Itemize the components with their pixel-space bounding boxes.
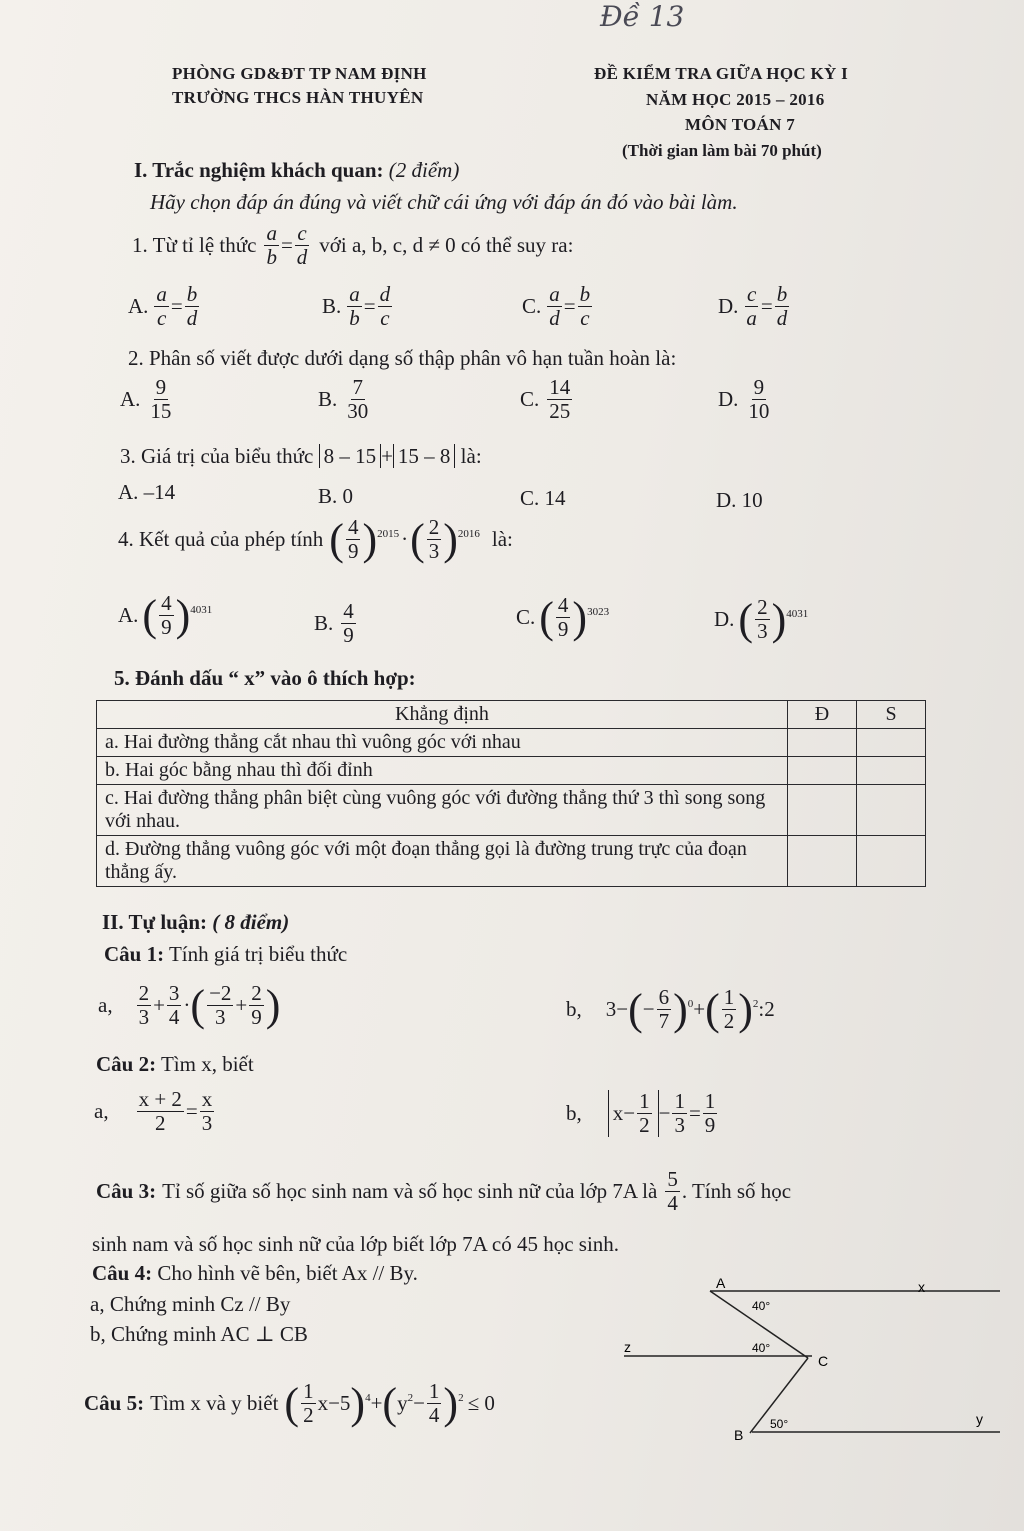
option-letter: D. <box>714 607 735 632</box>
cau1-b: b, 3− ( − $\frac{6}{7}$ ) 0 + ( $\frac{1}{2}$ ) 2 :2 <box>566 984 775 1034</box>
q3-option-b: B. 0 <box>318 484 354 508</box>
false-cell[interactable] <box>857 729 926 757</box>
handwritten-note: Đề 13 <box>600 0 685 33</box>
cau4-b: b, Chứng minh AC ⊥ CB <box>90 1322 308 1346</box>
fraction: $\frac{b}{d}$ <box>186 282 198 331</box>
fraction: $\frac{14}{25}$ <box>549 375 571 424</box>
q1-option-c: C. $\frac{a}{d}$ = $\frac{b}{c}$ <box>522 282 591 331</box>
cau5-text: Tìm x và y biết <box>150 1391 279 1416</box>
cau4-heading <box>92 1261 418 1286</box>
q1-option-b: B. $\frac{a}{b}$ = $\frac{d}{c}$ <box>322 282 391 331</box>
fraction: $\frac{c}{a}$ <box>746 282 757 331</box>
item-label: a, <box>98 993 113 1018</box>
option-letter: C. <box>520 387 540 412</box>
option-letter: A. <box>128 294 149 319</box>
cau4-label: Câu 4: <box>92 1261 153 1285</box>
table-header-row <box>97 701 926 729</box>
cau1-a: a, $\frac{2}{3}$ + $\frac{3}{4}$ · ( $\frac{-2}{3}$ + $\frac{2}{9}$ ) <box>98 980 281 1030</box>
fraction: $\frac{4}{9}$ <box>557 593 569 642</box>
option-letter: B. <box>322 294 342 319</box>
col-false: S <box>857 701 926 729</box>
q4-option-c: C. ( $\frac{4}{9}$ ) 3023 <box>516 592 610 642</box>
statement-c: c. Hai đường thẳng phân biệt cùng vuông góc với đường thẳng thứ 3 thì song song với nhau. <box>97 785 788 836</box>
fraction: $\frac{4}{9}$ <box>161 591 172 640</box>
table-row <box>97 785 926 836</box>
cau3-text-cont: . Tính số học <box>681 1179 792 1204</box>
q4: 4. Kết quả của phép tính ( $\frac{4}{9}$ ) 2015 · ( $\frac{2}{3}$ ) 2016 là: <box>118 514 513 564</box>
geometry-figure <box>612 1270 1012 1450</box>
part1-instruction: Hãy chọn đáp án đúng và viết chữ cái ứng với đáp án đó vào bài làm. <box>150 190 738 214</box>
fraction: $\frac{1}{2}$ <box>639 1089 650 1138</box>
option-letter: D. <box>718 387 739 412</box>
fraction: $\frac{9}{10}$ <box>748 375 770 424</box>
table-row <box>97 729 926 757</box>
angle-b: 50° <box>770 1417 789 1431</box>
q4-prefix: 4. Kết quả của phép tính <box>118 527 324 552</box>
option-letter: D. <box>718 294 739 319</box>
cau3-text: Tỉ số giữa số học sinh nam và số học sinh nữ của lớp 7A là <box>162 1179 658 1204</box>
col-true: Đ <box>788 701 857 729</box>
q1: 1. Từ tỉ lệ thức $\frac{a}{b}$ = $\frac{c}{d}$ với a, b, c, d ≠ 0 có thể suy ra: <box>132 221 574 270</box>
q3: 3. Giá trị của biểu thức 8 – 15 + 15 – 8 là: <box>120 444 482 468</box>
fraction: $\frac{5}{4}$ <box>667 1167 678 1216</box>
q2-text: 2. Phân số viết được dưới dạng số thập phân vô hạn tuần hoàn là: <box>128 346 677 370</box>
label-a: A <box>716 1275 726 1291</box>
fraction: $\frac{a}{b}$ <box>349 282 360 331</box>
q2-option-d <box>718 376 773 423</box>
q4-option-a: A. ( $\frac{4}{9}$ ) 4031 <box>118 590 213 640</box>
option-letter: A. <box>120 387 141 412</box>
statement-b: b. Hai góc bằng nhau thì đối đỉnh <box>97 757 788 785</box>
true-cell[interactable] <box>788 785 857 836</box>
fraction: $\frac{b}{d}$ <box>776 282 788 331</box>
q3-option-a: A. –14 <box>118 480 176 504</box>
option-letter: B. <box>318 387 338 412</box>
q3-abs-term2: 15 – 8 <box>393 444 456 468</box>
fraction: $\frac{a}{b}$ <box>266 221 277 270</box>
fraction: $\frac{4}{9}$ <box>347 515 359 564</box>
fraction: $\frac{x}{3}$ <box>201 1087 213 1136</box>
label-b: B <box>734 1427 744 1443</box>
exponent: 2016 <box>457 527 480 540</box>
true-cell[interactable] <box>788 729 857 757</box>
option-letter: B. <box>314 611 334 636</box>
part2-heading <box>102 910 289 935</box>
option-letter: A. <box>118 603 139 628</box>
fraction: $\frac{2}{3}$ <box>757 595 768 644</box>
fraction: $\frac{2}{9}$ <box>251 981 262 1030</box>
fraction: $\frac{b}{c}$ <box>579 282 591 331</box>
fraction: $\frac{d}{c}$ <box>379 282 391 331</box>
cau3-line2: sinh nam và số học sinh nữ của lớp biết lớp 7A có 45 học sinh. <box>92 1232 620 1256</box>
cau3-label: Câu 3: <box>96 1179 157 1204</box>
item-label: b, <box>566 997 582 1022</box>
fraction: $\frac{1}{3}$ <box>674 1089 685 1138</box>
fraction: $\frac{2}{3}$ <box>428 515 440 564</box>
cau5-label: Câu 5: <box>84 1391 145 1416</box>
school-year: NĂM HỌC 2015 – 2016 <box>646 90 825 109</box>
cau2-heading <box>96 1052 254 1077</box>
table-row <box>97 757 926 785</box>
fraction: $\frac{9}{15}$ <box>150 375 172 424</box>
statement-d: d. Đường thẳng vuông góc với một đoạn thẳng gọi là đường trung trực của đoạn thẳng ấy. <box>97 836 788 887</box>
label-z: z <box>624 1339 631 1355</box>
option-letter: C. <box>522 294 542 319</box>
fraction: $\frac{x + 2}{2}$ <box>138 1087 182 1136</box>
q3-option-d: D. 10 <box>716 488 763 512</box>
fraction: $\frac{1}{2}$ <box>723 985 735 1034</box>
fraction: $\frac{a}{d}$ <box>549 282 560 331</box>
exam-title: ĐỀ KIỂM TRA GIỮA HỌC KỲ I <box>594 64 849 83</box>
true-cell[interactable] <box>788 836 857 887</box>
school-name: TRƯỜNG THCS HÀN THUYÊN <box>172 88 424 107</box>
label-x: x <box>918 1279 925 1295</box>
item-label: a, <box>94 1099 109 1124</box>
part1-title: I. Trắc nghiệm khách quan: <box>134 158 384 182</box>
fraction: $\frac{a}{c}$ <box>156 282 167 331</box>
cau2-b: b, x− $\frac{1}{2}$ − $\frac{1}{3}$ = $\frac{1}{9}$ <box>566 1089 716 1138</box>
q3-option-c: C. 14 <box>520 486 566 510</box>
cau3-line1 <box>96 1168 791 1215</box>
part1-points: (2 điểm) <box>388 158 460 182</box>
cau1-heading <box>104 942 347 967</box>
q2-option-c <box>520 376 574 423</box>
q3-suffix: là: <box>460 444 482 468</box>
exponent: 4031 <box>786 607 809 620</box>
q2-option-b <box>318 376 372 423</box>
cau4-text: Cho hình vẽ bên, biết Ax // By. <box>157 1261 418 1285</box>
true-false-table <box>96 700 926 887</box>
fraction: $\frac{4}{9}$ <box>343 599 354 648</box>
label-y: y <box>976 1411 983 1427</box>
q1-suffix: với a, b, c, d ≠ 0 có thể suy ra: <box>319 233 574 258</box>
false-cell[interactable] <box>857 785 926 836</box>
q2-option-a <box>120 376 175 423</box>
item-label: b, <box>566 1101 582 1126</box>
exponent: 4031 <box>190 603 213 616</box>
fraction: $\frac{7}{30}$ <box>347 375 369 424</box>
q1-option-a: A. $\frac{a}{c}$ = $\frac{b}{d}$ <box>128 282 198 331</box>
cau1-label: Câu 1: <box>104 942 165 966</box>
cau1-text: Tính giá trị biểu thức <box>168 942 348 966</box>
part1-heading <box>134 158 459 183</box>
col-statement: Khẳng định <box>97 701 788 729</box>
false-cell[interactable] <box>857 836 926 887</box>
fraction: $\frac{6}{7}$ <box>658 985 670 1034</box>
table-row <box>97 836 926 887</box>
exponent: 3023 <box>587 605 610 618</box>
cau4-a: a, Chứng minh Cz // By <box>90 1292 291 1316</box>
option-letter: C. <box>516 605 536 630</box>
q1-prefix: 1. Từ tỉ lệ thức <box>132 233 257 258</box>
cau2-a: a, $\frac{x + 2}{2}$ = $\frac{x}{3}$ <box>94 1087 213 1136</box>
true-cell[interactable] <box>788 757 857 785</box>
time-limit: (Thời gian làm bài 70 phút) <box>622 141 822 160</box>
statement-a: a. Hai đường thẳng cắt nhau thì vuông góc với nhau <box>97 729 788 757</box>
q5-text: 5. Đánh dấu “ x” vào ô thích hợp: <box>114 666 416 690</box>
subject: MÔN TOÁN 7 <box>685 115 796 134</box>
fraction: $\frac{1}{9}$ <box>704 1089 716 1138</box>
q3-prefix: 3. Giá trị của biểu thức <box>120 444 314 468</box>
exponent: 2015 <box>377 527 400 540</box>
q1-option-d: D. $\frac{c}{a}$ = $\frac{b}{d}$ <box>718 282 788 331</box>
cau2-label: Câu 2: <box>96 1052 157 1076</box>
department-name: PHÒNG GD&ĐT TP NAM ĐỊNH <box>172 64 427 83</box>
q4-suffix: là: <box>491 527 513 552</box>
angle-a: 40° <box>752 1299 771 1313</box>
q3-abs-term1: 8 – 15 <box>319 444 382 468</box>
part2-title: II. Tự luận: <box>102 910 208 934</box>
fraction: $\frac{-2}{3}$ <box>209 981 232 1030</box>
label-c: C <box>818 1353 829 1369</box>
fraction: $\frac{3}{4}$ <box>168 981 180 1030</box>
fraction: $\frac{1}{2}$ <box>303 1379 314 1428</box>
part2-points: ( 8 điểm) <box>212 910 290 934</box>
cau5: Câu 5: Tìm x và y biết ( $\frac{1}{2}$ x−5 ) 4 + ( y 2 − $\frac{1}{4}$ ) 2 ≤ 0 <box>84 1378 495 1428</box>
cau2-text: Tìm x, biết <box>160 1052 254 1076</box>
fraction: $\frac{c}{d}$ <box>296 221 308 270</box>
q4-option-d: D. ( $\frac{2}{3}$ ) 4031 <box>714 594 809 644</box>
fraction: $\frac{1}{4}$ <box>428 1379 440 1428</box>
angle-c: 40° <box>752 1341 771 1355</box>
q4-option-b <box>314 600 358 647</box>
fraction: $\frac{2}{3}$ <box>138 981 150 1030</box>
false-cell[interactable] <box>857 757 926 785</box>
